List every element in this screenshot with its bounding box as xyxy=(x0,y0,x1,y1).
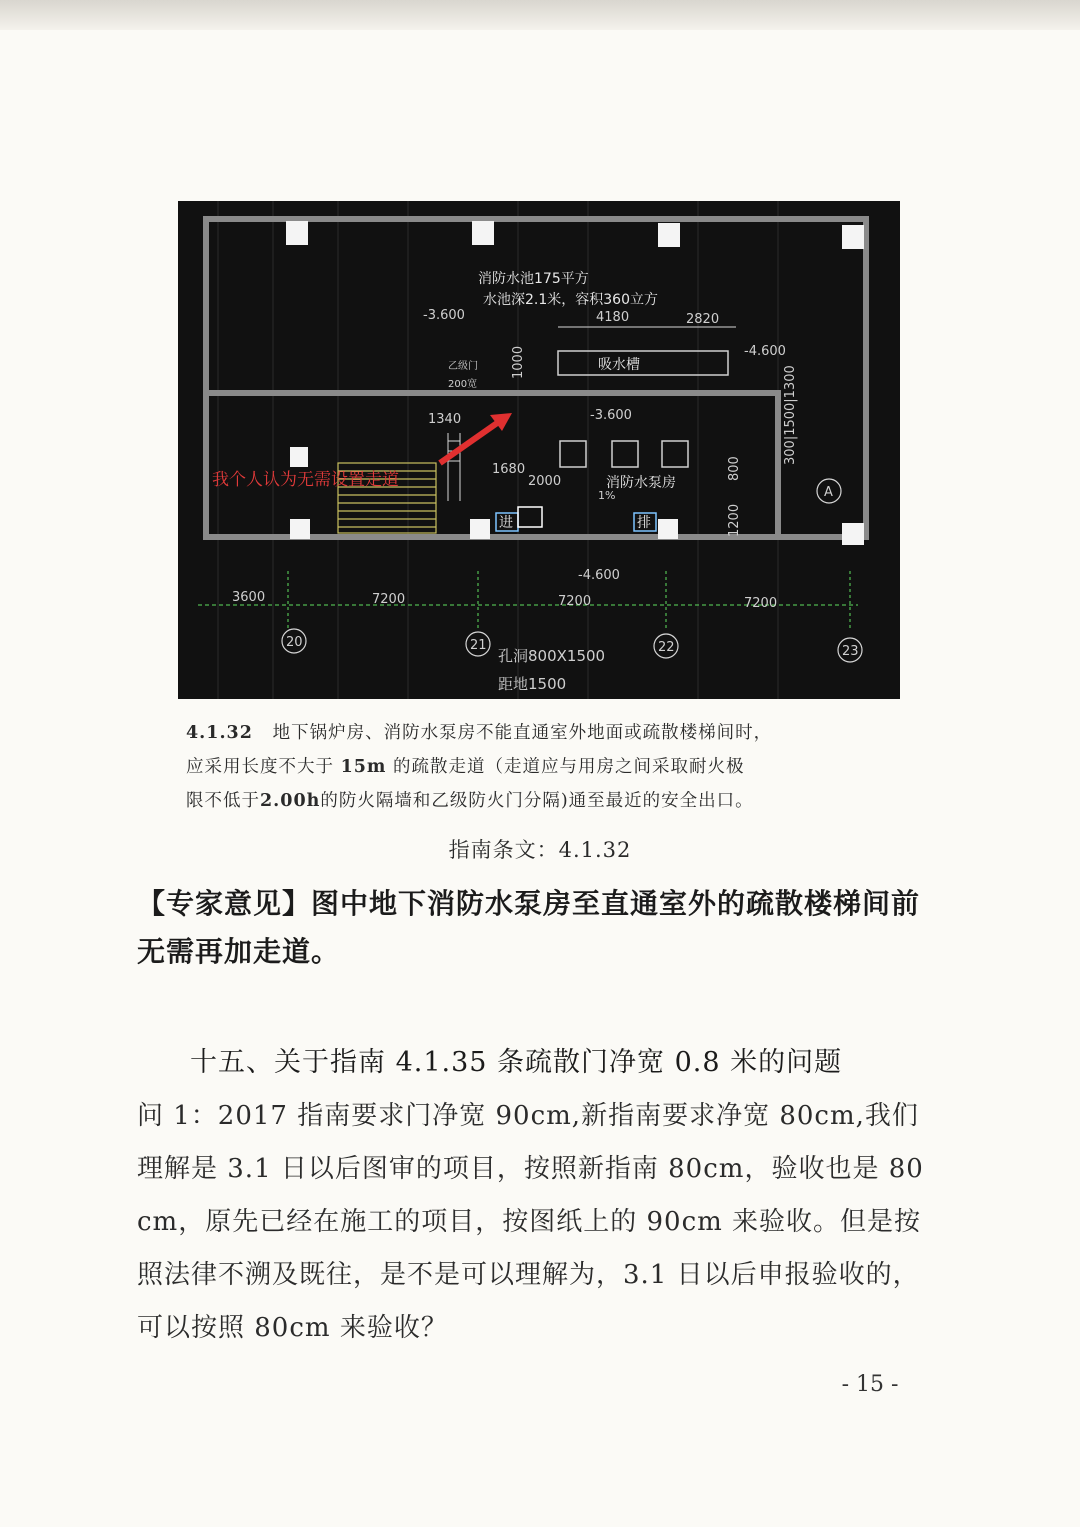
door-label-1: 乙级门 xyxy=(448,361,478,372)
caption-line-1 xyxy=(186,716,892,750)
suction-tank xyxy=(558,351,728,375)
dim-1340: 1340 xyxy=(428,412,462,427)
pool-label-2: 水池深2.1米，容积360立方 xyxy=(483,292,658,308)
door-label-2: 200宽 xyxy=(448,379,478,390)
span-7200-c: 7200 xyxy=(744,596,778,611)
dim-1000: 1000 xyxy=(511,345,526,379)
caption-text-3b: 的防火隔墙和乙级防火门分隔)通至最近的安全出口。 xyxy=(320,791,754,811)
span-7200-b: 7200 xyxy=(558,594,592,609)
caption-text-2b: 的疏散走道（走道应与用房之间采取耐火极 xyxy=(393,757,745,777)
hole-size: 孔洞800X1500 xyxy=(498,647,606,665)
caption-number: 4.1.32 xyxy=(186,723,253,743)
caption-length: 15m xyxy=(340,757,387,777)
dim-800: 800 xyxy=(727,456,742,481)
slope-label: 1% xyxy=(598,489,616,502)
annotation-text: 我个人认为无需设置走道 xyxy=(212,470,399,490)
pool-label-1: 消防水池175平方 xyxy=(478,271,589,287)
hole-height: 距地1500 xyxy=(498,675,567,693)
dim-1200: 1200 xyxy=(727,503,742,537)
dim-1680: 1680 xyxy=(492,462,526,477)
stair-flight xyxy=(448,433,460,501)
page-number: - 15 - xyxy=(841,1372,899,1397)
elev-right: -4.600 xyxy=(744,344,786,359)
elev-bottom: -4.600 xyxy=(578,568,620,583)
caption-text-2a: 应采用长度不大于 xyxy=(186,757,334,777)
elev-pump: -3.600 xyxy=(590,408,632,423)
scan-edge xyxy=(0,0,1080,30)
entry-label: 进 xyxy=(499,515,513,531)
span-3600: 3600 xyxy=(232,590,266,605)
suction-tank-label: 吸水槽 xyxy=(598,357,640,373)
section-title: 十五、关于指南 4.1.35 条疏散门净宽 0.8 米的问题 xyxy=(190,1047,843,1078)
axis-a: A xyxy=(824,485,833,500)
caption-line-3 xyxy=(186,784,892,818)
expert-opinion: 【专家意见】图中地下消防水泵房至直通室外的疏散楼梯间前无需再加走道。 xyxy=(137,887,921,968)
caption-line-2 xyxy=(186,750,892,784)
exhaust-label: 排 xyxy=(637,515,651,531)
floor-plan-drawing xyxy=(178,201,900,699)
span-7200-a: 7200 xyxy=(372,592,406,607)
dim-2820: 2820 xyxy=(686,312,720,327)
caption-text-1: 地下锅炉房、消防水泵房不能直通室外地面或疏散楼梯间时， xyxy=(272,723,773,743)
pump-bases xyxy=(560,441,688,467)
grid-21: 21 xyxy=(470,638,487,653)
dim-2000: 2000 xyxy=(528,474,562,489)
fan-icon xyxy=(518,507,542,527)
grid-23: 23 xyxy=(842,644,859,659)
caption-text-3a: 限不低于 xyxy=(186,791,260,811)
dim-4180: 4180 xyxy=(596,310,630,325)
dim-right-stack: 300|1500|1300 xyxy=(783,365,798,465)
elev-pool: -3.600 xyxy=(423,308,465,323)
grid-22: 22 xyxy=(658,640,675,655)
cad-floor-plan xyxy=(178,201,900,699)
figure-caption xyxy=(186,716,892,818)
pump-room-label: 消防水泵房 xyxy=(606,475,676,491)
guide-reference: 指南条文：4.1.32 xyxy=(448,838,632,862)
grid-20: 20 xyxy=(286,635,303,650)
caption-rating: 2.00h xyxy=(260,791,321,811)
question-paragraph: 问 1：2017 指南要求门净宽 90cm,新指南要求净宽 80cm,我们理解是 3.1 日以后图审的项目，按照新指南 80cm，验收也是 80 cm，原先已经在施工的项目，按图纸上的 90cm 来验收。但是按照法律不溯及既往，是不是可以理解为，3.1 日以后申报验收的，可以按照 80cm 来验收？ xyxy=(137,1101,924,1343)
